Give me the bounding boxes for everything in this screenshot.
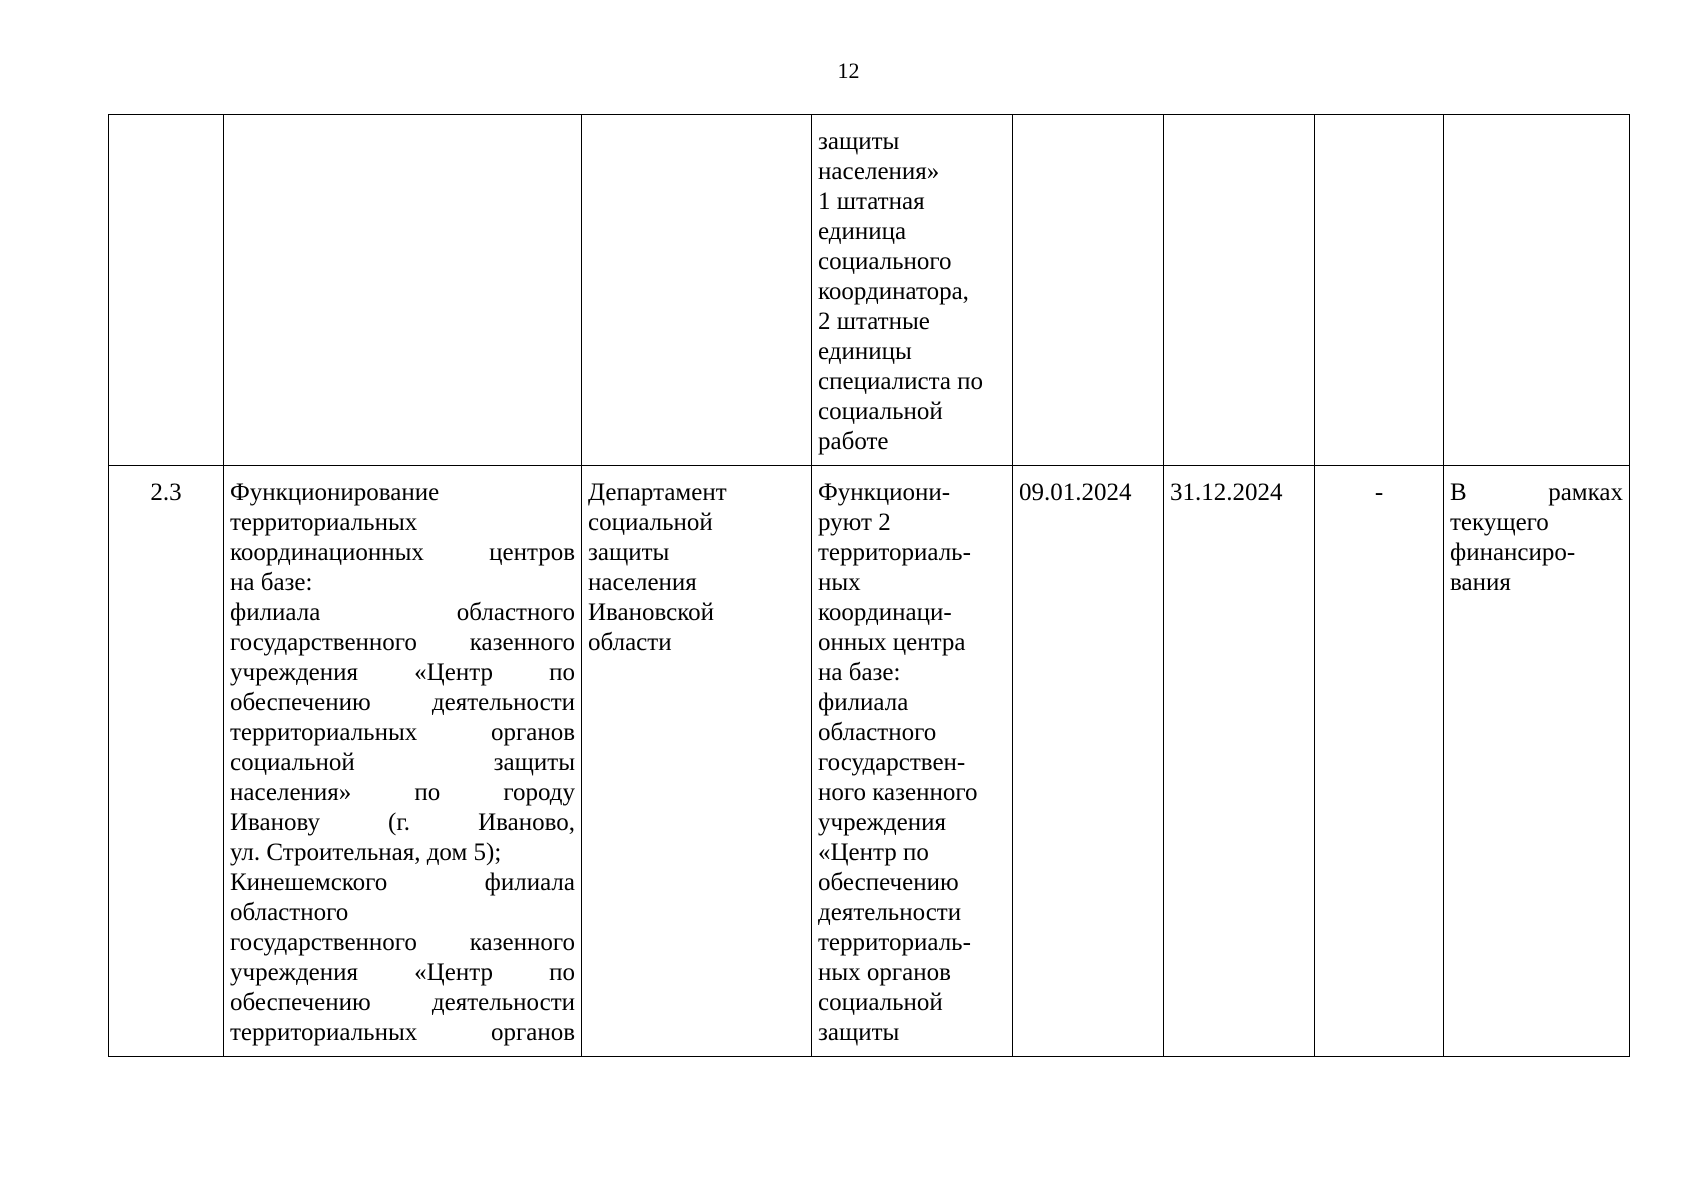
result-line: единица [818,218,907,245]
event-line: Кинешемского филиала [230,869,575,896]
financing-line: вания [1450,569,1511,596]
cell-amount [1315,466,1444,1057]
financing-line: финансиро- [1450,539,1576,566]
event-line: учреждения «Центр по [230,959,575,986]
result-line: работе [818,428,889,455]
responsible-line: социальной [588,509,713,536]
result-line: координатора, [818,278,969,305]
event-line: обеспечению деятельности [230,989,575,1016]
event-line: на базе: [230,569,313,596]
cell-start-date [1013,466,1164,1057]
event-line: государственного казенного [230,629,575,656]
event-line: территориальных органов [230,1019,575,1046]
cell-start-date [1013,115,1164,466]
plan-table [108,114,1630,1057]
result-line: социальной [818,398,943,425]
event-line: Функционирование [230,479,440,506]
result-line: государствен- [818,749,966,776]
event-line: государственного казенного [230,929,575,956]
result-line: на базе: [818,659,901,686]
event-line: населения» по городу [230,779,575,806]
result-line: ных [818,569,861,596]
page-number: 12 [837,58,860,83]
result-line: населения» [818,158,940,185]
result-line: учреждения [818,809,947,836]
item-number: 2.3 [150,479,182,506]
cell-result [812,115,1013,466]
amount: - [1374,479,1384,506]
result-line: территориаль- [818,539,971,566]
cell-responsible [582,115,812,466]
cell-event [224,115,582,466]
cell-result [812,466,1013,1057]
event-line: обеспечению деятельности [230,689,575,716]
event-line: филиала областного [230,599,575,626]
result-line: обеспечению [818,869,959,896]
cell-financing [1444,466,1630,1057]
financing-line: текущего [1450,509,1549,536]
result-line: защиты [818,128,900,155]
result-line: филиала [818,689,909,716]
result-line: онных центра [818,629,966,656]
result-line: защиты [818,1019,900,1046]
cell-financing [1444,115,1630,466]
result-line: ного казенного [818,779,978,806]
cell-responsible [582,466,812,1057]
responsible-line: Ивановской [588,599,715,626]
result-line: социальной [818,989,943,1016]
event-line: социальной защиты [230,749,575,776]
result-line: 1 штатная [818,188,925,215]
event-line: учреждения «Центр по [230,659,575,686]
event-line: Иванову (г. Иваново, [230,809,575,836]
cell-end-date [1164,115,1315,466]
cell-event [224,466,582,1057]
result-line: «Центр по [818,839,929,866]
cell-end-date [1164,466,1315,1057]
result-line: областного [818,719,937,746]
start-date: 09.01.2024 [1019,479,1132,506]
end-date: 31.12.2024 [1170,479,1283,506]
event-line: территориальных [230,509,418,536]
result-line: специалиста по [818,368,984,395]
result-line: 2 штатные [818,308,930,335]
event-line: областного [230,899,349,926]
result-line: руют 2 [818,509,891,536]
cell-amount [1315,115,1444,466]
result-line: единицы [818,338,912,365]
responsible-line: населения [588,569,697,596]
cell-number [109,115,224,466]
responsible-line: Департамент [588,479,727,506]
cell-number [109,466,224,1057]
result-line: координаци- [818,599,952,626]
result-line: социального [818,248,952,275]
event-line: ул. Строительная, дом 5); [230,839,502,866]
financing-line: В рамках [1450,479,1623,506]
result-line: ных органов [818,959,951,986]
event-line: координационных центров [230,539,575,566]
result-line: территориаль- [818,929,971,956]
result-line: деятельности [818,899,962,926]
table-row [109,466,1630,1057]
table-row [109,115,1630,466]
responsible-line: защиты [588,539,670,566]
responsible-line: области [588,629,672,656]
result-line: Функциони- [818,479,951,506]
event-line: территориальных органов [230,719,575,746]
